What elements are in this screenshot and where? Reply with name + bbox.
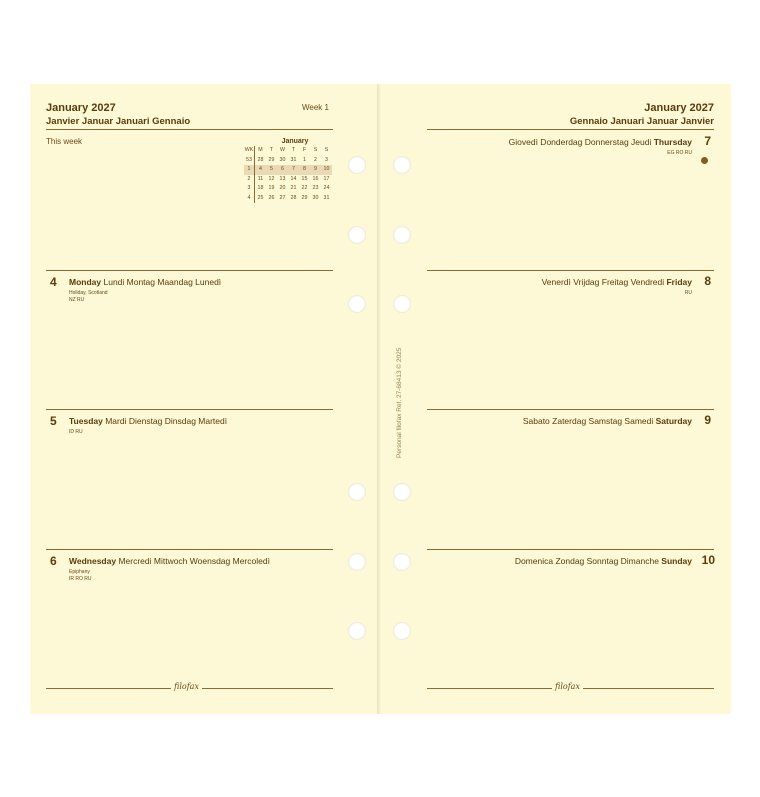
day-note: Holiday, Scotland (69, 290, 108, 296)
binder-hole (393, 295, 411, 313)
day-number: 8 (704, 274, 711, 288)
left-page-subtitle: Janvier Januar Januari Gennaio (46, 116, 191, 127)
day-names: Venerdì Vrijdag Freitag Vendredi Friday (541, 277, 692, 287)
day-rule (427, 409, 714, 410)
mini-calendar-day: 28 (257, 156, 264, 163)
day-names: Wednesday Mercredi Mittwoch Woensdag Mercoledì (69, 556, 270, 566)
day-note: RU (684, 290, 692, 296)
mini-calendar-week-number: 2 (244, 175, 255, 185)
binder-hole (393, 622, 411, 640)
mini-calendar-day: 6 (277, 165, 288, 175)
mini-calendar-day: 15 (301, 175, 308, 182)
mini-calendar-day: 20 (279, 185, 286, 191)
header-rule (46, 129, 333, 130)
mini-calendar-day: 26 (268, 194, 275, 201)
binder-hole (348, 622, 366, 640)
binder-hole (393, 553, 411, 571)
mini-calendar-day: 22 (301, 185, 308, 191)
mini-calendar-day: 5 (266, 165, 277, 175)
mini-calendar-week-number: 4 (244, 194, 255, 204)
right-page (381, 84, 731, 714)
mini-calendar-header-cell: WK (244, 146, 255, 156)
day-rule (46, 270, 333, 271)
mini-calendar-header-cell: W (280, 147, 285, 153)
day-names: Monday Lundi Montag Maandag Lunedì (69, 277, 222, 287)
mini-calendar-week-number: 3 (244, 184, 255, 194)
week-label: Week 1 (302, 103, 329, 112)
mini-calendar-day: 27 (279, 194, 286, 201)
filofax-logo: filofax (171, 682, 202, 691)
day-note: EG RO RU (667, 150, 692, 156)
mini-calendar-day: 30 (279, 156, 286, 163)
binder-hole (348, 295, 366, 313)
mini-calendar-day: 29 (268, 156, 275, 163)
mini-calendar-header-cell: T (291, 147, 296, 153)
filofax-logo: filofax (552, 682, 583, 691)
mini-calendar-day: 10 (321, 165, 332, 175)
spine-reference-text: Personal filofax Ref. 27-68413 © 2025 (396, 347, 403, 458)
mini-calendar-header-cell: M (258, 147, 263, 153)
mini-calendar-day: 25 (257, 194, 264, 201)
mini-calendar-day: 13 (279, 175, 286, 182)
mini-calendar (244, 138, 334, 203)
binder-hole (348, 156, 366, 174)
mini-calendar-week-number: 1 (244, 165, 255, 175)
header-rule (427, 129, 714, 130)
day-names: Tuesday Mardi Dienstag Dinsdag Martedì (69, 416, 228, 426)
day-number: 9 (704, 413, 711, 427)
right-page-title: January 2027 (644, 102, 714, 114)
mini-calendar-day: 18 (257, 185, 264, 191)
day-note: IR RO RU (69, 576, 92, 582)
binder-hole (393, 483, 411, 501)
binder-hole (348, 226, 366, 244)
mini-calendar-day: 21 (290, 185, 297, 191)
marker-dot (701, 157, 708, 164)
mini-calendar-day: 2 (314, 156, 317, 163)
mini-calendar-day: 17 (323, 175, 330, 182)
mini-calendar-day: 1 (303, 156, 306, 163)
mini-calendar-week-number: 53 (244, 156, 255, 166)
mini-calendar-day: 31 (290, 156, 297, 163)
mini-calendar-day: 7 (288, 165, 299, 175)
day-number: 5 (50, 414, 57, 428)
mini-calendar-day: 30 (312, 194, 319, 201)
mini-calendar-day: 31 (323, 194, 330, 201)
day-note: Epiphany (69, 569, 90, 575)
mini-calendar-day: 16 (312, 175, 319, 182)
day-number: 4 (50, 275, 57, 289)
day-note: NZ RU (69, 297, 85, 303)
day-number: 6 (50, 554, 57, 568)
day-names: Giovedì Donderdag Donnerstag Jeudi Thursday (508, 137, 692, 147)
mini-calendar-day: 4 (255, 165, 266, 175)
mini-calendar-day: 3 (325, 156, 328, 163)
day-rule (46, 409, 333, 410)
day-rule (427, 270, 714, 271)
left-page (30, 84, 377, 714)
day-names: Domenica Zondag Sonntag Dimanche Sunday (514, 556, 692, 566)
mini-calendar-header-cell: T (269, 147, 274, 153)
mini-calendar-day: 23 (312, 185, 319, 191)
mini-calendar-day: 14 (290, 175, 297, 182)
mini-calendar-header-cell: S (324, 147, 329, 153)
this-week-label: This week (46, 137, 83, 146)
mini-calendar-month: January (281, 138, 309, 145)
right-page-subtitle: Gennaio Januari Januar Janvier (569, 116, 714, 127)
binder-hole (393, 226, 411, 244)
binder-hole (348, 483, 366, 501)
mini-calendar-header-cell: F (302, 147, 307, 153)
mini-calendar-day: 29 (301, 194, 308, 201)
day-number: 7 (704, 134, 711, 148)
mini-calendar-grid (244, 146, 334, 203)
mini-calendar-day: 19 (268, 185, 275, 191)
mini-calendar-header-cell: S (313, 147, 318, 153)
day-rule (427, 549, 714, 550)
day-rule (46, 549, 333, 550)
mini-calendar-day: 28 (290, 194, 297, 201)
binder-hole (348, 553, 366, 571)
day-note: ID RU (69, 429, 83, 435)
mini-calendar-day: 11 (257, 175, 264, 182)
mini-calendar-day: 8 (299, 165, 310, 175)
binder-hole (393, 156, 411, 174)
mini-calendar-day: 12 (268, 175, 275, 182)
left-page-title: January 2027 (46, 102, 116, 114)
day-number: 10 (701, 553, 715, 567)
mini-calendar-day: 24 (323, 185, 330, 191)
mini-calendar-day: 9 (310, 165, 321, 175)
day-names: Sabato Zaterdag Samstag Samedi Saturday (522, 416, 692, 426)
